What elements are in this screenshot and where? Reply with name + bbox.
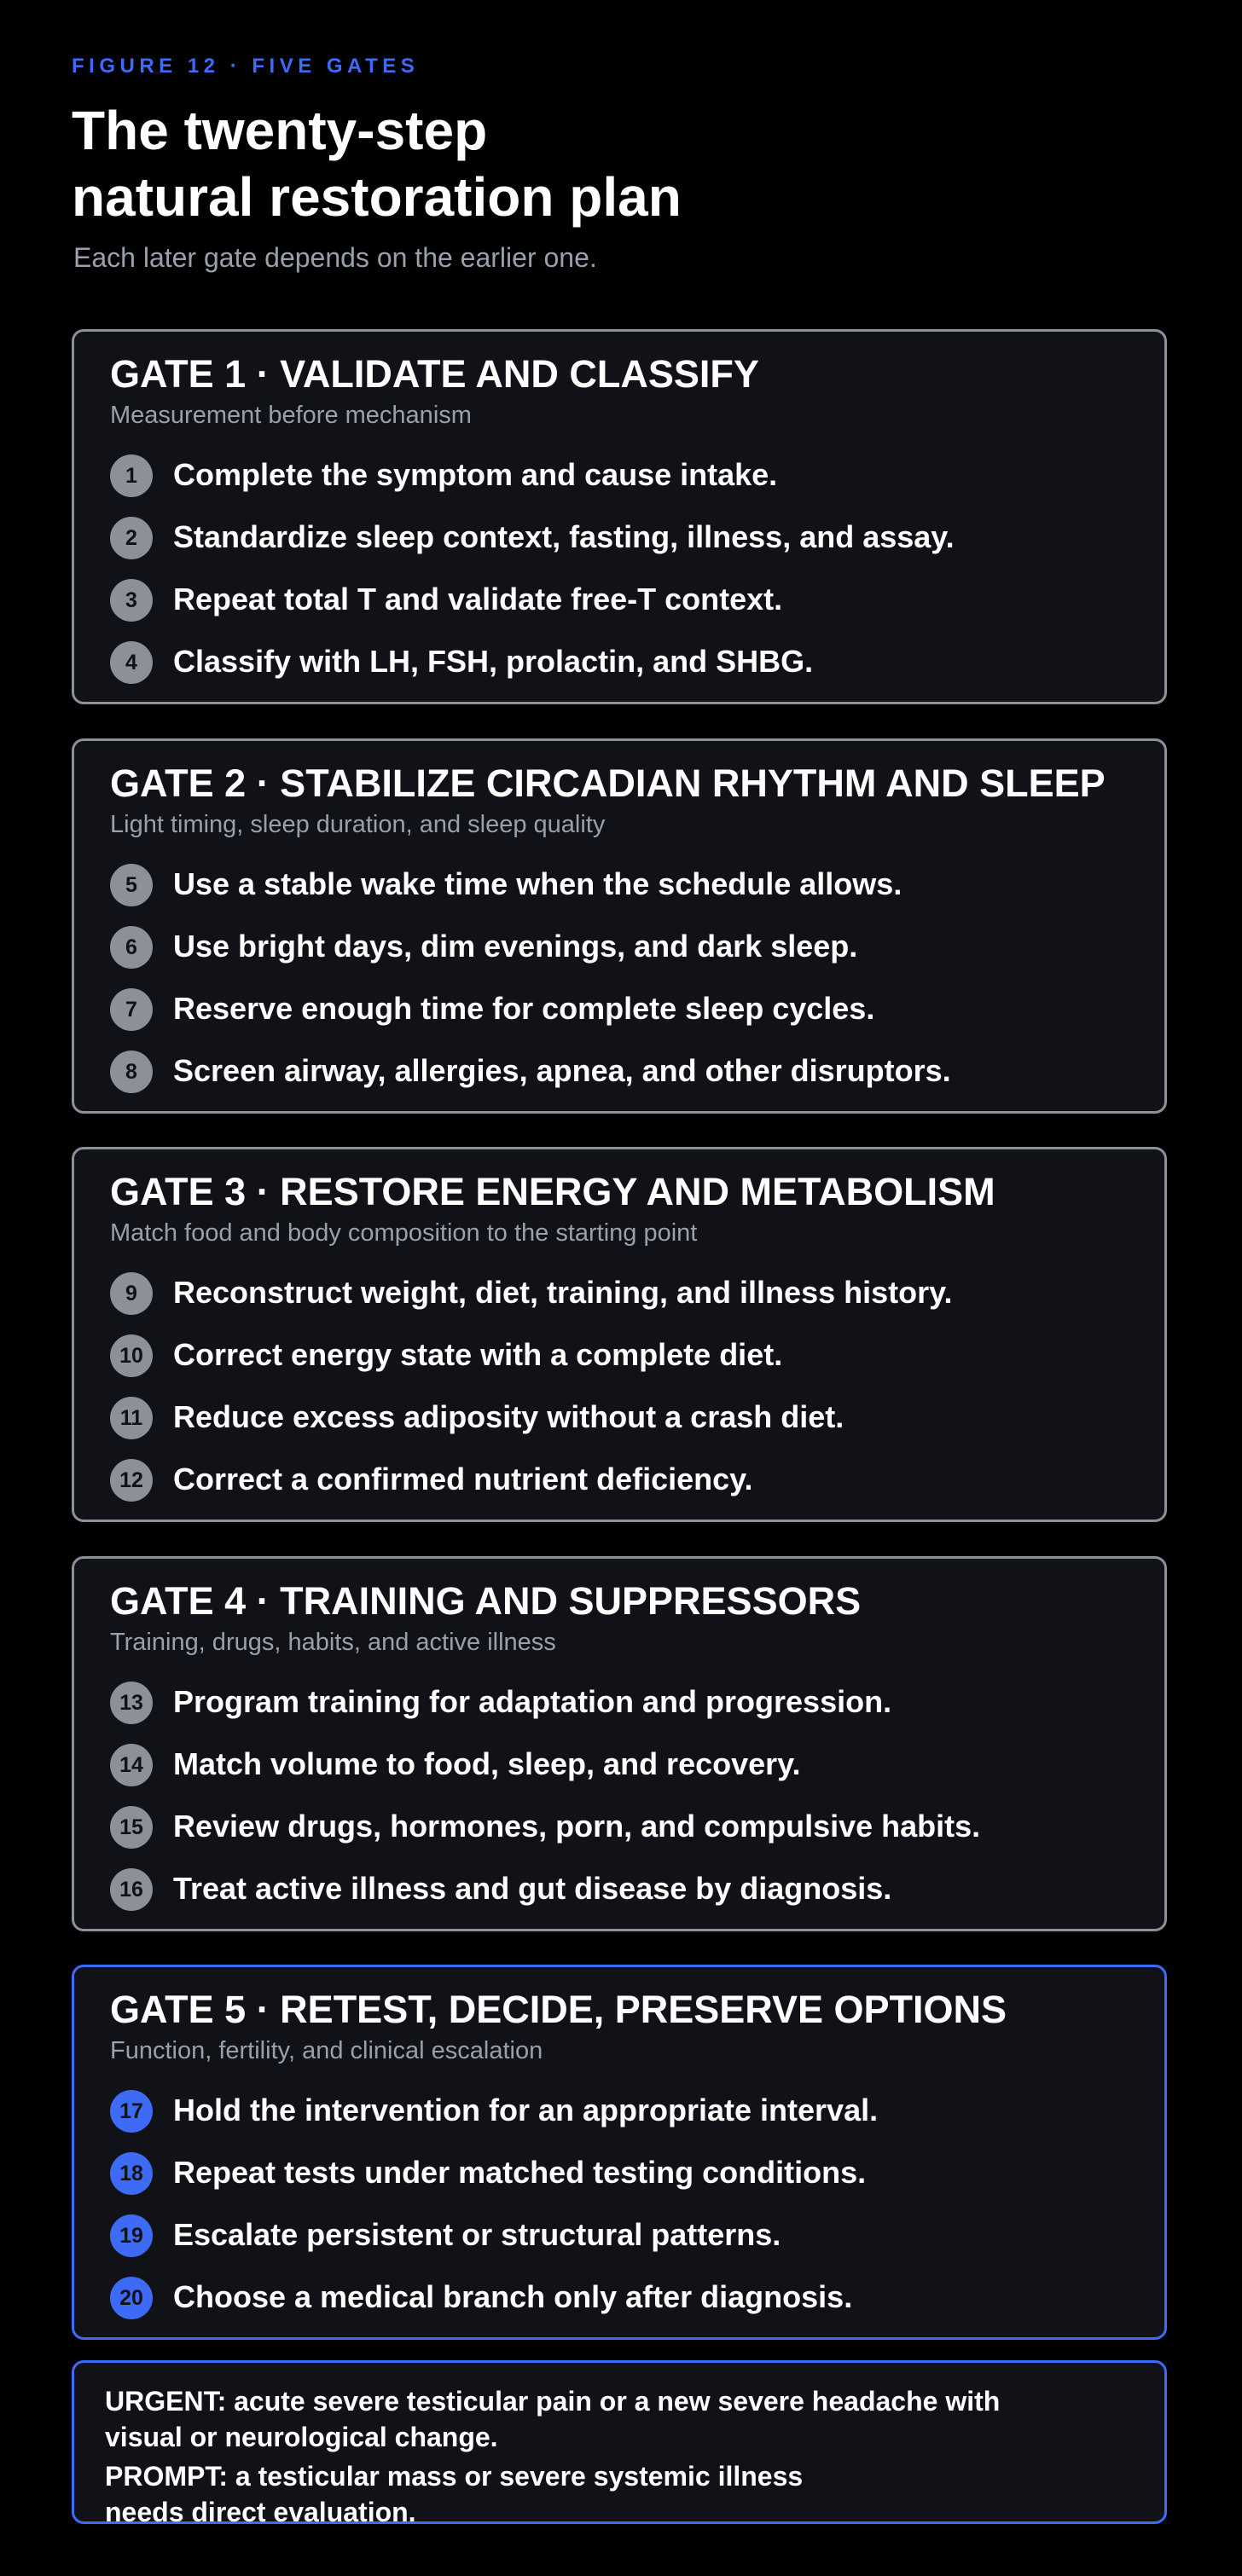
step-text: Hold the intervention for an appropriate interval. [173, 2093, 879, 2127]
gate-4-title: GATE 4 · TRAINING AND SUPPRESSORS [110, 1579, 862, 1623]
step-text: Standardize sleep context, fasting, illness, and assay. [173, 519, 955, 554]
step-text: Screen airway, allergies, apnea, and other disruptors. [173, 1053, 951, 1088]
step-number-badge: 3 [110, 579, 153, 622]
step-number-badge: 13 [110, 1682, 153, 1724]
step-7 [110, 988, 1134, 1051]
gate-2-steps [110, 864, 1134, 1113]
step-text: Treat active illness and gut disease by diagnosis. [173, 1871, 892, 1906]
urgent-line-1: URGENT: acute severe testicular pain or a new severe headache with [105, 2386, 1001, 2417]
step-number-badge: 5 [110, 864, 153, 906]
step-text: Use bright days, dim evenings, and dark sleep. [173, 929, 858, 964]
title-line-1: The twenty-step [72, 100, 488, 161]
gate-3-steps [110, 1272, 1134, 1521]
step-number-badge: 8 [110, 1051, 153, 1093]
step-number-badge: 1 [110, 454, 153, 497]
step-4 [110, 641, 1134, 703]
step-20 [110, 2277, 1134, 2339]
gate-2-card [72, 738, 1167, 1114]
step-text: Choose a medical branch only after diagnosis. [173, 2279, 853, 2314]
gate-3-card [72, 1147, 1167, 1522]
step-text: Correct energy state with a complete diet. [173, 1337, 783, 1372]
step-text: Program training for adaptation and progression. [173, 1684, 892, 1719]
page-title [72, 97, 1095, 230]
step-number-badge: 18 [110, 2152, 153, 2195]
step-text: Escalate persistent or structural patterns. [173, 2217, 781, 2252]
step-2 [110, 517, 1134, 579]
step-number-badge: 4 [110, 641, 153, 684]
gate-5-card [72, 1965, 1167, 2340]
step-text: Reserve enough time for complete sleep cycles. [173, 991, 875, 1026]
step-number-badge: 17 [110, 2090, 153, 2133]
gate-3-title: GATE 3 · RESTORE ENERGY AND METABOLISM [110, 1170, 995, 1213]
page-subtitle: Each later gate depends on the earlier one. [73, 242, 597, 273]
step-text: Use a stable wake time when the schedule allows. [173, 866, 902, 901]
prompt-line-1: PROMPT: a testicular mass or severe systemic illness [105, 2461, 804, 2492]
prompt-warning [105, 2458, 803, 2530]
step-8 [110, 1051, 1134, 1113]
step-number-badge: 9 [110, 1272, 153, 1315]
gate-1-subtitle: Measurement before mechanism [110, 402, 472, 429]
gate-4-card [72, 1556, 1167, 1931]
warning-box [72, 2360, 1167, 2527]
step-14 [110, 1744, 1134, 1806]
step-text: Reduce excess adiposity without a crash diet. [173, 1399, 844, 1434]
step-number-badge: 7 [110, 988, 153, 1031]
step-17 [110, 2090, 1134, 2152]
step-number-badge: 14 [110, 1744, 153, 1786]
gate-5-subtitle: Function, fertility, and clinical escalation [110, 2037, 543, 2064]
gate-2-title: GATE 2 · STABILIZE CIRCADIAN RHYTHM AND SLEEP [110, 761, 1106, 805]
step-text: Repeat total T and validate free-T context. [173, 582, 783, 617]
step-number-badge: 19 [110, 2214, 153, 2257]
step-18 [110, 2152, 1134, 2214]
figure-label: FIGURE 12 · FIVE GATES [72, 55, 420, 78]
gate-1-card [72, 329, 1167, 704]
prompt-line-2: needs direct evaluation. [105, 2497, 416, 2527]
step-number-badge: 10 [110, 1334, 153, 1377]
step-number-badge: 16 [110, 1868, 153, 1911]
step-number-badge: 2 [110, 517, 153, 559]
step-13 [110, 1682, 1134, 1744]
step-12 [110, 1459, 1134, 1521]
step-1 [110, 454, 1134, 517]
gate-1-steps [110, 454, 1134, 703]
step-number-badge: 11 [110, 1397, 153, 1439]
step-5 [110, 864, 1134, 926]
step-text: Correct a confirmed nutrient deficiency. [173, 1462, 753, 1496]
gate-3-subtitle: Match food and body composition to the starting point [110, 1219, 698, 1247]
gate-1-title: GATE 1 · VALIDATE AND CLASSIFY [110, 352, 759, 396]
step-number-badge: 20 [110, 2277, 153, 2319]
gate-5-steps [110, 2090, 1134, 2339]
step-text: Reconstruct weight, diet, training, and illness history. [173, 1275, 953, 1310]
step-text: Repeat tests under matched testing conditions. [173, 2155, 867, 2190]
gate-5-title: GATE 5 · RETEST, DECIDE, PRESERVE OPTIONS [110, 1988, 1007, 2031]
title-line-2: natural restoration plan [72, 166, 682, 228]
step-6 [110, 926, 1134, 988]
step-number-badge: 15 [110, 1806, 153, 1849]
urgent-line-2: visual or neurological change. [105, 2422, 498, 2452]
gate-4-subtitle: Training, drugs, habits, and active illness [110, 1629, 556, 1656]
gate-2-subtitle: Light timing, sleep duration, and sleep quality [110, 811, 606, 838]
urgent-warning [105, 2383, 1000, 2455]
step-11 [110, 1397, 1134, 1459]
step-9 [110, 1272, 1134, 1334]
step-number-badge: 6 [110, 926, 153, 969]
step-number-badge: 12 [110, 1459, 153, 1502]
step-15 [110, 1806, 1134, 1868]
gate-4-steps [110, 1682, 1134, 1931]
step-text: Classify with LH, FSH, prolactin, and SHBG. [173, 644, 814, 679]
step-text: Complete the symptom and cause intake. [173, 457, 778, 492]
step-16 [110, 1868, 1134, 1931]
step-3 [110, 579, 1134, 641]
step-text: Review drugs, hormones, porn, and compulsive habits. [173, 1809, 981, 1844]
step-19 [110, 2214, 1134, 2277]
step-10 [110, 1334, 1134, 1397]
step-text: Match volume to food, sleep, and recovery. [173, 1746, 801, 1781]
